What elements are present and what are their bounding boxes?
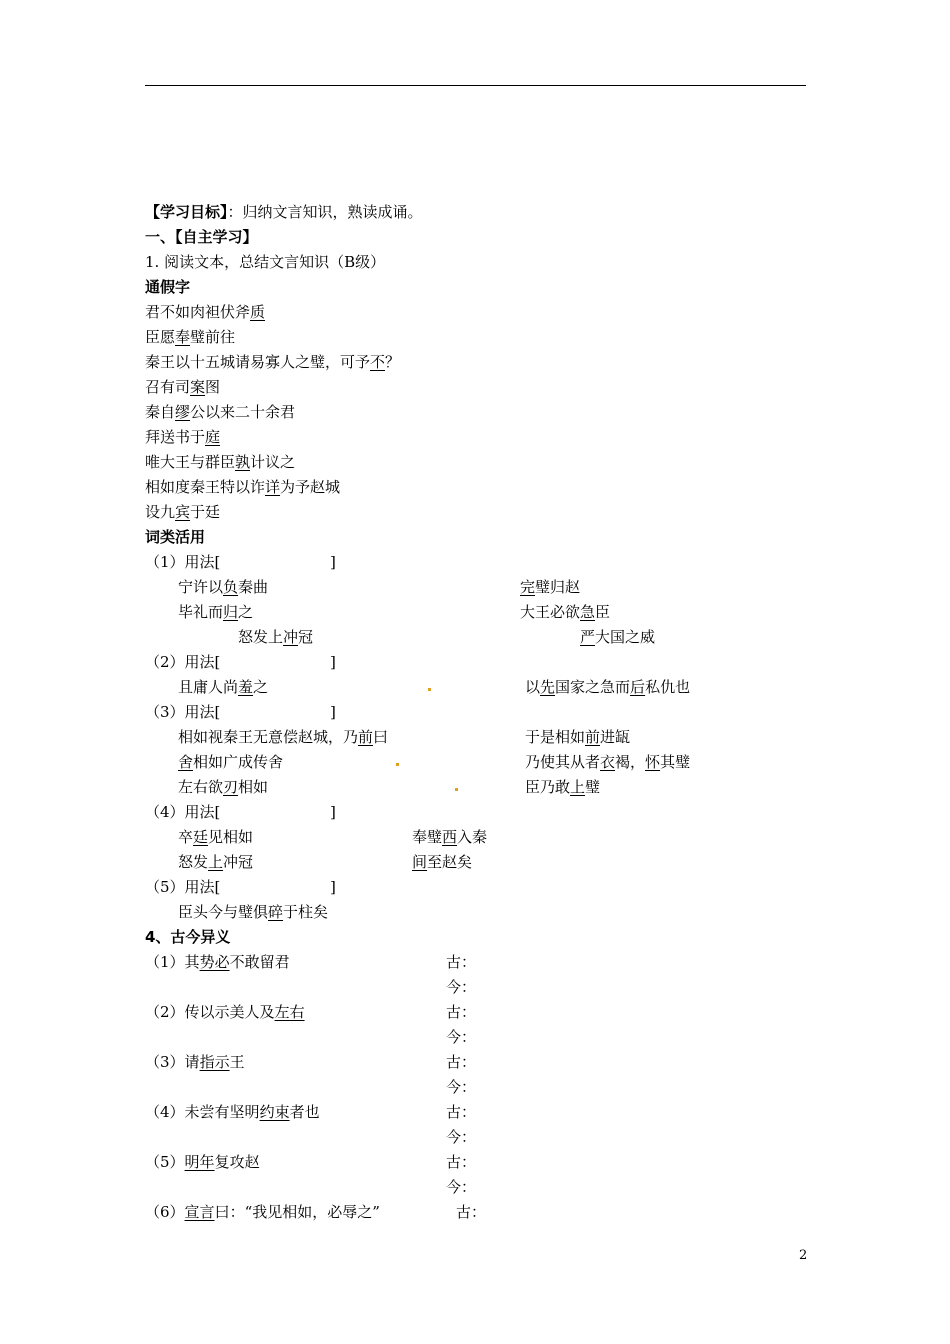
gujin-item: （4）未尝有坚明约束者也 xyxy=(145,1103,320,1121)
cilei-example: 且庸人尚羞之 xyxy=(178,678,269,696)
learning-goal xyxy=(145,202,423,222)
task-1: 1. 阅读文本，总结文言知识（B级） xyxy=(145,253,386,271)
goal-text: ：归纳文言知识，熟读成诵。 xyxy=(227,203,423,221)
page-number: 2 xyxy=(799,1248,808,1263)
cilei-example: 奉璧西入秦 xyxy=(412,828,488,846)
tongjia-item: 召有司案图 xyxy=(145,378,221,396)
gujin-item: （2）传以示美人及左右 xyxy=(145,1003,305,1021)
gu-label: 古： xyxy=(446,1153,477,1171)
gu-label: 古： xyxy=(446,1053,477,1071)
tongjia-item: 君不如肉袒伏斧质 xyxy=(145,303,266,321)
cilei-example: 严大国之威 xyxy=(580,628,656,646)
cilei-example: 宁许以负秦曲 xyxy=(178,578,269,596)
marker-dot xyxy=(455,788,458,791)
gujin-heading: 4、古今异义 xyxy=(145,928,231,946)
gujin-item: （1）其势必不敢留君 xyxy=(145,953,290,971)
marker-dot xyxy=(428,688,431,691)
usage-bracket-close: ] xyxy=(330,703,336,721)
cilei-example: 于是相如前进缻 xyxy=(525,728,631,746)
tongjia-item: 唯大王与群臣孰计议之 xyxy=(145,453,296,471)
gujin-item: （3）请指示王 xyxy=(145,1053,245,1071)
cilei-example: 乃使其从者衣褐，怀其璧 xyxy=(525,753,691,771)
tongjia-item: 秦自缪公以来二十余君 xyxy=(145,403,296,421)
cilei-example: 间至赵矣 xyxy=(412,853,473,871)
cilei-heading: 词类活用 xyxy=(145,528,206,546)
gu-label: 古： xyxy=(446,1003,477,1021)
jin-label: 今： xyxy=(446,1028,477,1046)
cilei-example: 左右欲刃相如 xyxy=(178,778,269,796)
tongjia-item: 设九宾于廷 xyxy=(145,503,221,521)
cilei-example: 相如视秦王无意偿赵城，乃前曰 xyxy=(178,728,389,746)
tongjia-item: 拜送书于庭 xyxy=(145,428,221,446)
tongjia-item: 臣愿奉璧前往 xyxy=(145,328,236,346)
jin-label: 今： xyxy=(446,978,477,996)
cilei-example: 完璧归赵 xyxy=(520,578,581,596)
cilei-example: 毕礼而归之 xyxy=(178,603,254,621)
gu-label: 古： xyxy=(456,1203,487,1221)
usage-line-3: （3）用法[ xyxy=(145,703,221,721)
tongjia-item: 相如度秦王特以诈详为予赵城 xyxy=(145,478,341,496)
cilei-example: 舍相如广成传舍 xyxy=(178,753,284,771)
usage-line-2: （2）用法[ xyxy=(145,653,221,671)
tongjia-item: 秦王以十五城请易寡人之璧，可予不？ xyxy=(145,353,401,371)
gujin-item: （6）宣言曰：“我见相如，必辱之” xyxy=(145,1203,380,1221)
goal-label: 【学习目标】 xyxy=(145,203,228,221)
jin-label: 今： xyxy=(446,1128,477,1146)
cilei-example: 臣头今与璧俱碎于柱矣 xyxy=(178,903,329,921)
jin-label: 今： xyxy=(446,1078,477,1096)
cilei-example: 怒发上冲冠 xyxy=(178,853,254,871)
jin-label: 今： xyxy=(446,1178,477,1196)
cilei-example: 大王必欲急臣 xyxy=(520,603,611,621)
header-rule xyxy=(145,85,806,86)
cilei-example: 臣乃敢上璧 xyxy=(525,778,601,796)
usage-line-4: （4）用法[ xyxy=(145,803,221,821)
usage-line-1: （1）用法[ xyxy=(145,553,221,571)
cilei-example: 怒发上冲冠 xyxy=(238,628,314,646)
usage-bracket-close: ] xyxy=(330,653,336,671)
gu-label: 古： xyxy=(446,953,477,971)
gu-label: 古： xyxy=(446,1103,477,1121)
marker-dot xyxy=(396,763,399,766)
cilei-example: 以先国家之急而后私仇也 xyxy=(525,678,691,696)
gujin-item: （5）明年复攻赵 xyxy=(145,1153,260,1171)
usage-bracket-close: ] xyxy=(330,553,336,571)
tongjia-heading: 通假字 xyxy=(145,278,191,296)
cilei-example: 卒廷见相如 xyxy=(178,828,254,846)
usage-bracket-close: ] xyxy=(330,803,336,821)
usage-line-5: （5）用法[ xyxy=(145,878,221,896)
usage-bracket-close: ] xyxy=(330,878,336,896)
section-self-study: 一、【自主学习】 xyxy=(145,228,258,246)
